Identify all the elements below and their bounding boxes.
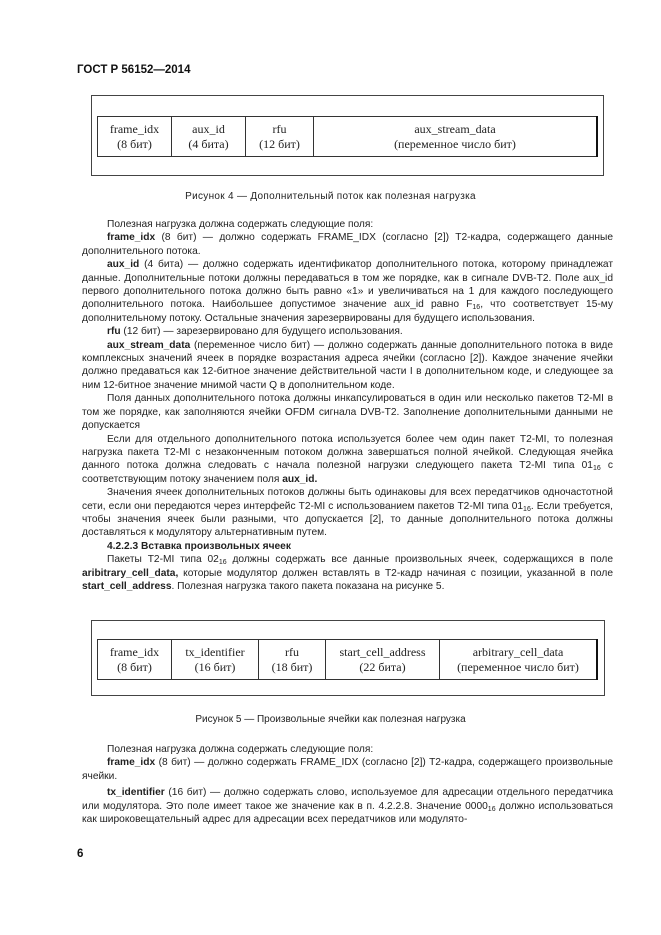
field-size: (4 бита) [188, 136, 229, 151]
paragraph [82, 339, 613, 393]
text: . Если требуется, чтобы значения ячеек были разными, что допускается [2], то данные дополнительного потока должны доставляться к модулятору альтернативным путем. [82, 500, 614, 539]
field-size: (переменное число бит) [394, 136, 516, 151]
body-text-2 [82, 743, 613, 826]
field-size: (22 бита) [359, 659, 406, 674]
text: (12 бит) — зарезервировано для будущего использования. [120, 326, 403, 338]
field-cell [98, 640, 172, 680]
text: (4 бита) — должно содержать идентификатор дополнительного потока, которому принадлежат данные. Дополнительные потоки должны передаваться в том же порядке, как в сигнале DVB-T2. Поле aux_id первого дополнительного потока должно быть равно «1» и увеличиваться на 1 для каждого последующего дополнительного потока. Наибольшее допустимое значение aux_id равно F [82, 259, 613, 311]
field-cell [326, 640, 440, 680]
field-cell [172, 640, 259, 680]
text: должны содержать все данные произвольных ячеек, содержащихся в поле [226, 554, 613, 566]
text: (8 бит) — должно содержать FRAME_IDX (согласно [2]) T2-кадра, содержащего произвольные ячейки. [82, 757, 613, 782]
field-name: frame_idx [109, 121, 160, 136]
subscript: 16 [523, 505, 531, 513]
text: которые модулятор должен вставлять в T2-кадр начиная с позиции, указанной в поле [178, 567, 613, 579]
term: frame_idx [107, 232, 156, 244]
text: должно использоваться как широковещательный адрес для адресации всех передатчиков или модулято- [82, 800, 613, 826]
field-cell [98, 117, 172, 157]
field-size: (8 бит) [117, 136, 152, 151]
paragraph [82, 786, 613, 826]
field-name: aux_stream_data [414, 121, 496, 136]
text: (8 бит) — должно содержать FRAME_IDX (согласно [2]) T2-кадра, содержащего данные дополнительного потока. [82, 232, 613, 257]
paragraph [82, 433, 613, 487]
subscript: 16 [218, 559, 227, 567]
paragraph [82, 553, 613, 593]
term: frame_idx [107, 757, 156, 769]
text: (16 бит) — должно содержать слово, используемое для адресации отдельного передатчика или модулятора. Это поле имеет такое же значение как в п. 4.2.2.8. Значение 0000 [82, 787, 613, 812]
term: aux_id [107, 259, 140, 271]
term: aribitrary_cell_data, [82, 567, 179, 579]
text: Значения ячеек дополнительных потоков должны быть одинаковы для всех передатчиков одночастотной сети, если они передаются через интерфейс T2-MI с использованием пакетов T2-MI типа 01 [82, 487, 613, 512]
field-name: frame_idx [109, 644, 160, 659]
term: rfu [107, 326, 121, 338]
subscript: 16 [472, 304, 481, 312]
field-cell [246, 117, 314, 157]
subscript: 16 [487, 805, 496, 813]
term: aux_stream_data [107, 339, 191, 351]
text: . Полезная нагрузка такого пакета показана на рисунке 5. [171, 580, 445, 592]
field-name: arbitrary_cell_data [472, 644, 564, 659]
field-size: (переменное число бит) [457, 659, 579, 674]
paragraph [82, 325, 613, 338]
text: Если для отдельного дополнительного потока используется более чем один пакет T2-MI, то полезная нагрузка пакета T2-MI с незаконченным потоком должна завершаться полной ячейкой. Следующая ячейка данного потока должна следовать с начала полезной нагрузки следующего пакета T2-MI типа 01 [82, 433, 613, 472]
figure-5-caption: Рисунок 5 — Произвольные ячейки как полезная нагрузка [195, 714, 466, 725]
paragraph [82, 486, 613, 540]
text: с соответствующим потоку значением поля [82, 460, 613, 485]
paragraph: Поля данных дополнительного потока должны инкапсулироваться в один или несколько пакетов T2-MI в том же порядке, как заполняются ячейки OFDM сигнала DVB-T2. Заполнение дополнительными данными не допускается [82, 393, 613, 432]
text: Пакеты T2-MI типа 02 [107, 554, 219, 566]
document-header: ГОСТ Р 56152—2014 [77, 64, 191, 76]
paragraph [82, 231, 613, 258]
field-name: aux_id [192, 121, 225, 136]
page-number: 6 [77, 848, 84, 860]
field-name: tx_identifier [185, 644, 245, 659]
text: , что соответствует 15-му дополнительному потоку. Остальные значения зарезервированы для будущего использования. [82, 299, 613, 324]
figure-4-table [97, 116, 598, 157]
field-name: rfu [272, 121, 287, 136]
field-size: (12 бит) [259, 136, 300, 151]
body-text-1 [82, 218, 613, 593]
field-size: (18 бит) [271, 659, 313, 674]
term: start_cell_address [82, 580, 172, 592]
subscript: 16 [592, 465, 601, 473]
figure-4-caption: Рисунок 4 — Дополнительный поток как полезная нагрузка [185, 191, 476, 202]
field-cell [440, 640, 598, 680]
figure-5-table [97, 639, 598, 680]
term: aux_id. [282, 473, 318, 485]
paragraph: Полезная нагрузка должна содержать следующие поля: [107, 744, 374, 755]
field-size: (8 бит) [117, 659, 152, 674]
paragraph [82, 756, 613, 783]
field-name: start_cell_address [339, 644, 426, 659]
paragraph: Полезная нагрузка должна содержать следующие поля: [107, 219, 374, 230]
term: tx_identifier [107, 787, 165, 799]
field-size: (16 бит) [194, 659, 236, 674]
field-cell [172, 117, 246, 157]
paragraph [82, 258, 613, 325]
field-name: rfu [285, 644, 299, 659]
field-cell [314, 117, 598, 157]
section-heading: 4.2.2.3 Вставка произвольных ячеек [107, 540, 291, 552]
field-cell [259, 640, 326, 680]
text: (переменное число бит) — должно содержать данные дополнительного потока в виде комплексных значений ячеек в порядке возрастания адреса ячейки (согласно [2]). Каждое значение ячейки должно предаваться как 12-битное значение действительной части I в дополнительном коде, и следующее за ним 12-битное значение мнимой части Q в дополнительном коде. [82, 339, 613, 391]
